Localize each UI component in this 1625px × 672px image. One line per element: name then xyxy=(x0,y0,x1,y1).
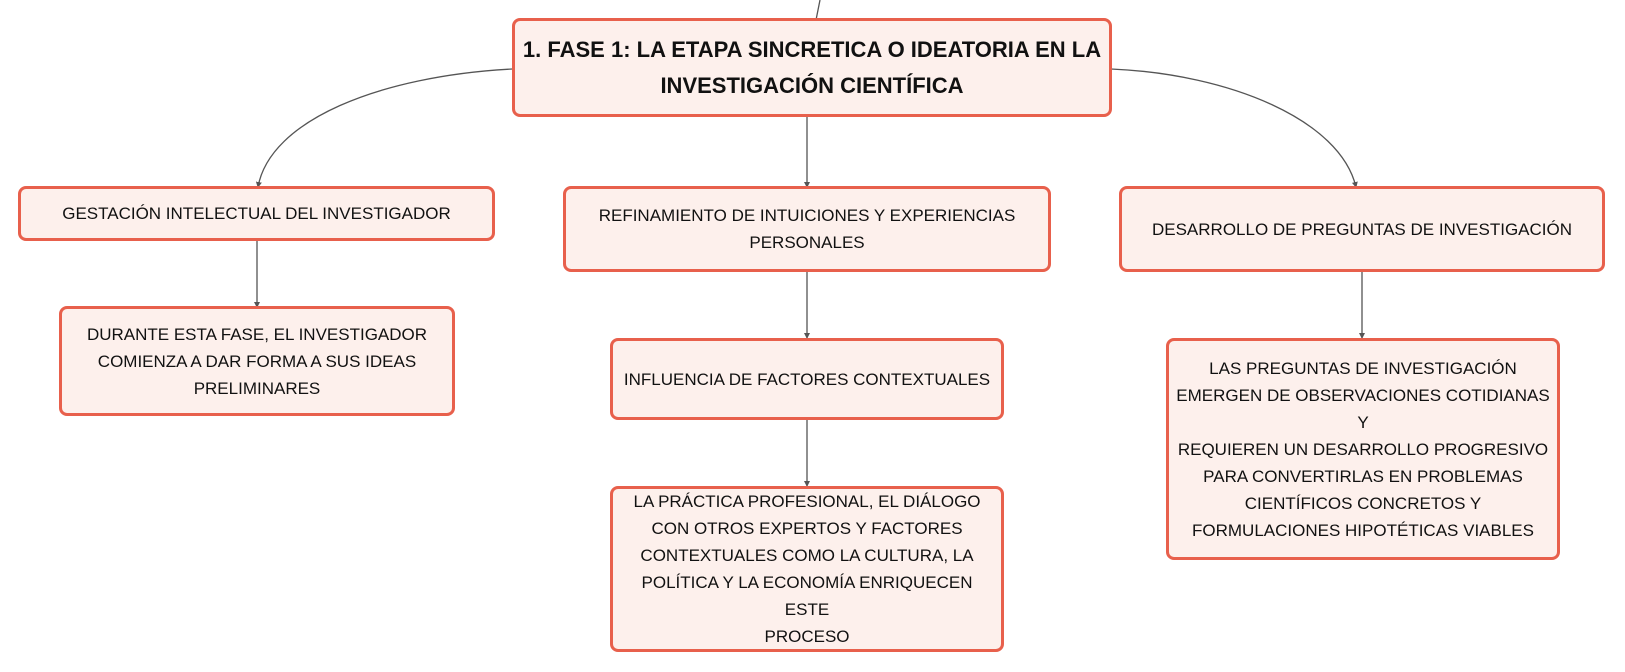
branch-node-label: DESARROLLO DE PREGUNTAS DE INVESTIGACIÓN xyxy=(1151,219,1573,239)
child-node-ideas-preliminares[interactable] xyxy=(59,306,455,416)
child-node-preguntas-investigacion[interactable] xyxy=(1166,338,1560,560)
connector-root-to-branch-1 xyxy=(258,69,512,187)
child-node-label: DURANTE ESTA FASE, EL INVESTIGADOR COMIENZA A DAR FORMA A SUS IDEAS PRELIMINARES xyxy=(86,324,428,398)
child-node-factores-contextuales[interactable] xyxy=(610,338,1004,420)
branch-node-desarrollo[interactable] xyxy=(1119,186,1605,272)
branch-node-label: REFINAMIENTO DE INTUICIONES Y EXPERIENCIAS PERSONALES xyxy=(598,206,1016,252)
connector-root-to-branch-3 xyxy=(1111,69,1356,187)
child-node-practica-profesional[interactable] xyxy=(610,486,1004,652)
connector-parent-to-root xyxy=(816,0,820,20)
child-node-label: LAS PREGUNTAS DE INVESTIGACIÓN EMERGEN DE OBSERVACIONES COTIDIANAS Y REQUIEREN UN DESARROLLO PROGRESIVO PARA CONVERTIRLAS EN PROBLEMAS CIENTÍFICOS CONCRETOS Y FORMULACIONES HIPOTÉTICAS VIABLES xyxy=(1176,358,1550,540)
branch-node-label: GESTACIÓN INTELECTUAL DEL INVESTIGADOR xyxy=(62,204,451,223)
branch-node-gestacion[interactable] xyxy=(18,186,495,241)
child-node-label: INFLUENCIA DE FACTORES CONTEXTUALES xyxy=(623,369,991,389)
root-node-label: 1. FASE 1: LA ETAPA SINCRETICA O IDEATORIA EN LA INVESTIGACIÓN CIENTÍFICA xyxy=(522,36,1102,98)
root-node[interactable] xyxy=(512,18,1112,117)
child-node-label: LA PRÁCTICA PROFESIONAL, EL DIÁLOGO CON OTROS EXPERTOS Y FACTORES CONTEXTUALES COMO LA CULTURA, LA POLÍTICA Y LA ECONOMÍA ENRIQUECEN ESTE PROCESO xyxy=(633,492,981,646)
branch-node-refinamiento[interactable] xyxy=(563,186,1051,272)
